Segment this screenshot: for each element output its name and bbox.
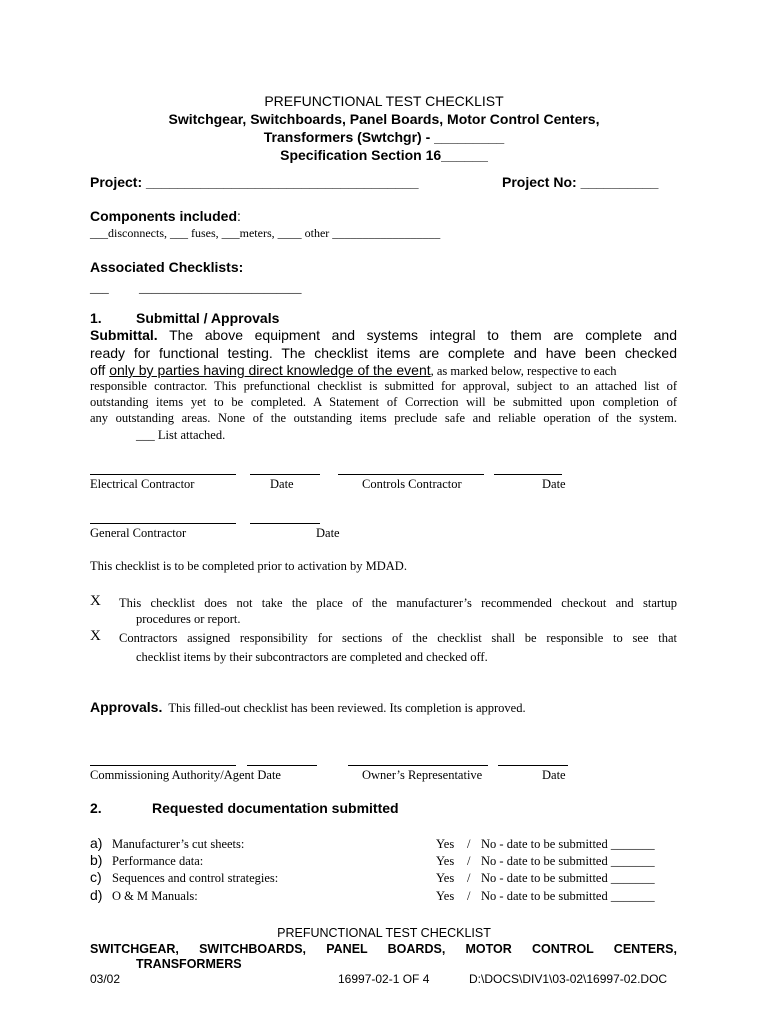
controls-date-line xyxy=(494,474,562,475)
list-item-label: Performance data: xyxy=(112,854,204,868)
list-item-yes: Yes xyxy=(436,837,455,851)
controls-date-label: Date xyxy=(542,477,566,491)
electrical-contractor-signature-line xyxy=(90,474,236,475)
owner-representative-label: Owner’s Representative xyxy=(362,768,483,782)
submittal-paragraph-line6: any outstanding areas. None of the outstanding items preclude safe and reliable operation of the system. xyxy=(90,411,677,425)
list-item-no: No - date to be submitted _______ xyxy=(481,871,655,885)
commissioning-date-line xyxy=(247,765,317,766)
list-item-label: O & M Manuals: xyxy=(112,889,198,903)
components-heading: Components included: xyxy=(90,208,241,224)
list-item-yes: Yes xyxy=(436,889,455,903)
electrical-date-line xyxy=(250,474,320,475)
electrical-date-label: Date xyxy=(270,477,294,491)
section1-heading: Submittal / Approvals xyxy=(136,310,280,326)
controls-contractor-signature-line xyxy=(338,474,484,475)
list-item-slash: / xyxy=(467,837,471,851)
bullet-1-line1: This checklist does not take the place of the manufacturer’s recommended checkout and startup xyxy=(119,596,677,610)
general-contractor-label: General Contractor xyxy=(90,526,187,540)
list-item-no: No - date to be submitted _______ xyxy=(481,889,655,903)
list-item-yes: Yes xyxy=(436,871,455,885)
list-item-slash: / xyxy=(467,889,471,903)
bullet-1-line2: procedures or report. xyxy=(136,612,241,626)
owner-date-label: Date xyxy=(542,768,566,782)
mdad-note: This checklist is to be completed prior to activation by MDAD. xyxy=(90,559,407,573)
submittal-paragraph-line5: outstanding items yet to be completed. A Statement of Correction will be submitted upon completion of xyxy=(90,395,677,409)
footer-subtitle-line2: TRANSFORMERS xyxy=(136,957,242,971)
commissioning-authority-label: Commissioning Authority/Agent Date xyxy=(90,768,281,782)
associated-checklists-heading: Associated Checklists: xyxy=(90,259,244,275)
electrical-contractor-label: Electrical Contractor xyxy=(90,477,195,491)
owner-signature-line xyxy=(348,765,488,766)
document-subtitle-line2: Transformers (Swtchgr) - _________ xyxy=(263,129,505,145)
bullet-mark: X xyxy=(90,628,101,644)
list-item-label: Manufacturer’s cut sheets: xyxy=(112,837,245,851)
footer-title: PREFUNCTIONAL TEST CHECKLIST xyxy=(277,926,491,940)
bullet-mark: X xyxy=(90,593,101,609)
submittal-paragraph-line3: off only by parties having direct knowledge of the event, as marked below, respective to each xyxy=(90,362,617,378)
approvals-statement: Approvals. This filled-out checklist has been reviewed. Its completion is approved. xyxy=(90,699,526,715)
bullet-2-line1: Contractors assigned responsibility for sections of the checklist shall be responsible to see that xyxy=(119,631,677,645)
list-item-letter: a) xyxy=(90,835,103,851)
specification-section: Specification Section 16______ xyxy=(280,147,488,163)
document-title: PREFUNCTIONAL TEST CHECKLIST xyxy=(264,93,504,109)
project-number-field: Project No: __________ xyxy=(502,174,659,190)
document-subtitle-line1: Switchgear, Switchboards, Panel Boards, Motor Control Centers, xyxy=(168,111,600,127)
associated-blank-2: __________________________ xyxy=(139,281,302,295)
owner-date-line xyxy=(498,765,568,766)
list-item-slash: / xyxy=(467,871,471,885)
list-item-slash: / xyxy=(467,854,471,868)
submittal-paragraph-line1: Submittal. The above equipment and systems integral to them are complete and xyxy=(90,327,678,343)
list-item-letter: d) xyxy=(90,887,103,903)
associated-blank-1: ___ xyxy=(90,281,109,295)
footer-date-code: 03/02 xyxy=(90,972,121,986)
components-line: ___disconnects, ___ fuses, ___meters, ____ other __________________ xyxy=(90,226,441,240)
project-field: Project: ___________________________________ xyxy=(90,174,419,190)
general-date-line xyxy=(250,523,320,524)
submittal-paragraph-line2: ready for functional testing. The checklist items are complete and have been checked xyxy=(90,345,677,361)
footer-file-path: D:\DOCS\DIV1\03-02\16997-02.DOC xyxy=(469,972,668,986)
footer-subtitle-line1: SWITCHGEAR, SWITCHBOARDS, PANEL BOARDS, MOTOR CONTROL CENTERS, xyxy=(90,942,677,956)
section2-number: 2. xyxy=(90,800,102,816)
list-item-letter: c) xyxy=(90,869,102,885)
footer-page-code: 16997-02-1 OF 4 xyxy=(338,972,430,986)
list-item-no: No - date to be submitted _______ xyxy=(481,854,655,868)
section2-heading: Requested documentation submitted xyxy=(152,800,399,816)
commissioning-signature-line xyxy=(90,765,236,766)
list-item-no: No - date to be submitted _______ xyxy=(481,837,655,851)
general-contractor-signature-line xyxy=(90,523,236,524)
section1-number: 1. xyxy=(90,310,102,326)
list-item-yes: Yes xyxy=(436,854,455,868)
list-item-letter: b) xyxy=(90,852,103,868)
list-item-label: Sequences and control strategies: xyxy=(112,871,279,885)
list-attached: ___ List attached. xyxy=(136,428,226,442)
submittal-paragraph-line4: responsible contractor. This prefunctional checklist is submitted for approval, subject to an attached list of xyxy=(90,379,677,393)
controls-contractor-label: Controls Contractor xyxy=(362,477,462,491)
bullet-2-line2: checklist items by their subcontractors are completed and checked off. xyxy=(136,650,488,664)
general-date-label: Date xyxy=(316,526,340,540)
